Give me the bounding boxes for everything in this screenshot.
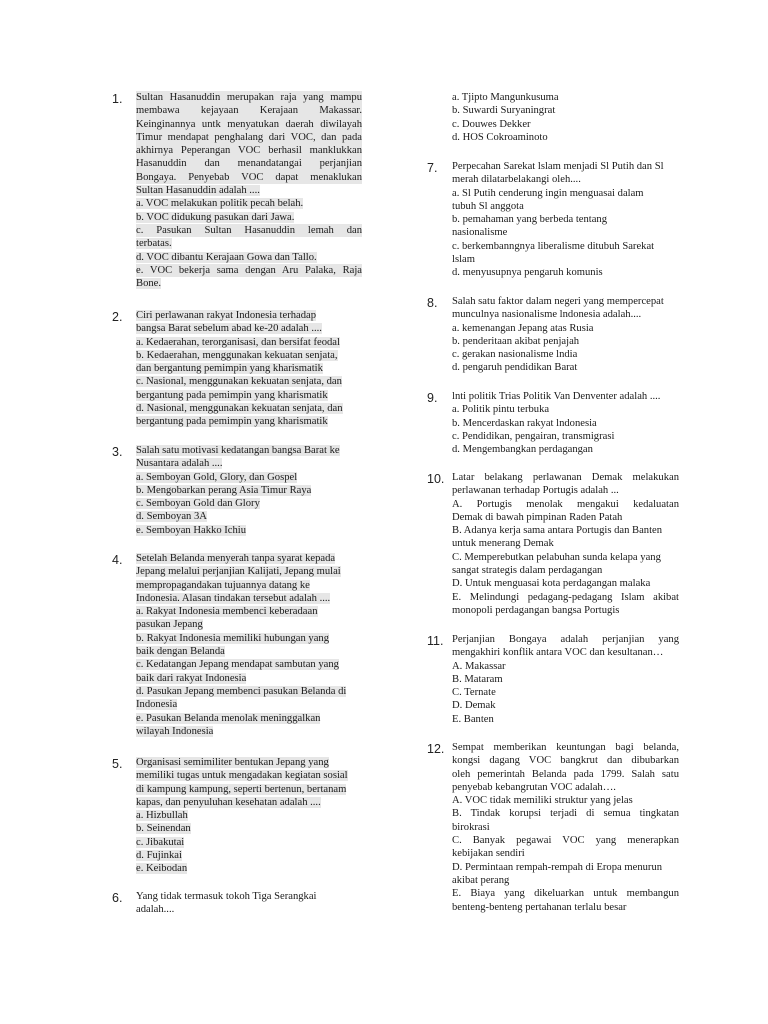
text-line: Bongaya. Penyebab VOC dapat menaklukan: [136, 171, 362, 183]
text-line: [136, 389, 362, 402]
text-line-content: a. Tjipto Mangunkusuma: [452, 92, 559, 103]
text-line-content: a. Rakyat Indonesia membenci keberadaan: [136, 606, 318, 618]
text-line-content: Salah satu faktor dalam negeri yang mempercepat: [452, 296, 664, 307]
text-line: [136, 197, 362, 210]
text-line-content: a. VOC melakukan politik pecah belah.: [136, 198, 304, 210]
text-line-content: b. Mencerdaskan rakyat lndonesia: [452, 417, 597, 429]
text-line: [136, 890, 362, 903]
text-line: [452, 266, 679, 279]
text-line-content: di kampung kampung, seperti bertenun, bertanam: [136, 783, 347, 795]
text-line: [452, 443, 679, 456]
text-line: [136, 769, 362, 782]
text-line: Hasanuddin dan menandatangai perjanjian: [136, 158, 362, 170]
text-line-content: e. Pasukan Belanda menolak meninggalkan: [136, 712, 321, 724]
question-text: [136, 552, 362, 738]
text-line: Timur mendapat penghalang dari VOC, dan pada: [136, 131, 362, 143]
text-line-content: c. Kedatangan Jepang mendapat sambutan yang: [136, 659, 339, 671]
text-line-content: Demak di bawah pimpinan Raden Patah: [452, 511, 623, 523]
question-text: [452, 633, 679, 726]
text-line-content: Yang tidak termasuk tokoh Tiga Serangkai: [136, 891, 317, 902]
text-line: membawa kejayaan Kerajaan Makassar.: [136, 105, 362, 117]
text-line: oleh pemerintah Belanda pada 1799. Salah satu: [452, 768, 679, 780]
text-line: [136, 415, 362, 428]
text-line: [136, 836, 362, 849]
text-line: [136, 645, 362, 658]
text-line: [136, 822, 362, 835]
text-line-content: Sultan Hasanuddin adalah ....: [136, 185, 260, 197]
text-line-content: d. Fujinkai: [136, 850, 182, 862]
text-line-content: untuk menerang Demak: [452, 538, 554, 550]
text-line: [136, 756, 362, 769]
question-number: 10.: [427, 472, 445, 486]
text-line-content: Nusantara adalah ....: [136, 458, 223, 470]
text-line-content: penyebab kebangrutan VOC adalah….: [452, 781, 616, 793]
text-line-content: c. Jibakutai: [136, 836, 185, 848]
text-line-content: merah dilatarbelakangi oleh....: [452, 174, 581, 186]
text-line-content: Salah satu motivasi kedatangan bangsa Barat ke: [136, 445, 340, 456]
text-line-content: tubuh Sl anggota: [452, 200, 524, 212]
text-line: [136, 783, 362, 796]
text-line: Latar belakang perlawanan Demak melakukan: [452, 472, 679, 483]
text-line-content: C. Ternate: [452, 687, 496, 699]
text-line: [136, 632, 362, 645]
text-line-content: a. kemenangan Jepang atas Rusia: [452, 322, 594, 334]
text-line-content: bergantung pada pemimpin yang kharismatik: [136, 389, 328, 401]
text-line-content: e. Semboyan Hakko Ichiu: [136, 524, 247, 536]
text-line: [452, 564, 679, 577]
question-item: [112, 444, 362, 537]
text-line: E. Melindungi pedagang-pedagang Islam akibat: [452, 591, 679, 603]
text-line: [452, 794, 679, 807]
text-line: c. Pasukan Sultan Hasanuddin lemah dan: [136, 224, 362, 236]
text-line: [136, 277, 362, 290]
question-text: [452, 390, 679, 456]
text-line: [136, 362, 362, 375]
text-line-content: lnti politik Trias Politik Van Denventer adalah ....: [452, 391, 661, 402]
text-line-content: d. Semboyan 3A: [136, 511, 207, 523]
text-line-content: d. Pasukan Jepang membenci pasukan Belanda di: [136, 685, 347, 697]
question-item: [112, 756, 362, 876]
text-line: [136, 524, 362, 537]
text-line-content: birokrasi: [452, 821, 490, 833]
text-line-content: d. menyusupnya pengaruh komunis: [452, 267, 603, 279]
question-item: [112, 91, 362, 290]
text-line: [136, 211, 362, 224]
text-line: [136, 618, 362, 631]
question-number: 2.: [112, 310, 123, 324]
text-line: [452, 861, 679, 874]
question-number: 6.: [112, 891, 123, 905]
text-line-content: a. Kedaerahan, terorganisasi, dan bersifat feodal: [136, 336, 340, 348]
question-text: [452, 741, 679, 914]
text-line-content: b. Rakyat Indonesia memiliki hubungan yang: [136, 632, 330, 644]
text-line-content: E. Banten: [452, 713, 494, 725]
question-text: [136, 309, 362, 429]
text-line: [452, 847, 679, 860]
question-item: [427, 91, 679, 144]
text-line: [136, 510, 362, 523]
text-line-content: Perpecahan Sarekat lslam menjadi Sl Putih dan Sl: [452, 161, 664, 172]
text-line: [452, 173, 679, 186]
text-line: [452, 417, 679, 430]
text-line-content: d. HOS Cokroaminoto: [452, 131, 548, 143]
text-line-content: d. Nasional, menggunakan kekuatan senjata, dan: [136, 403, 343, 415]
question-item: [427, 160, 679, 280]
text-line: [452, 361, 679, 374]
text-line: [452, 403, 679, 416]
text-line: [136, 237, 362, 250]
question-text: [136, 444, 362, 537]
text-line: [452, 308, 679, 321]
text-line: Keinginannya untk menyatukan daerah diwilayah: [136, 118, 362, 130]
question-item: [112, 552, 362, 738]
text-line: [452, 781, 679, 794]
text-line: [452, 118, 679, 131]
text-line-content: b. Kedaerahan, menggunakan kekuatan senjata,: [136, 349, 338, 361]
text-line-content: lslam: [452, 254, 475, 266]
question-text: [452, 295, 679, 375]
text-line-content: d. VOC dibantu Kerajaan Gowa dan Tallo.: [136, 251, 317, 263]
text-line-content: kebijakan sendiri: [452, 848, 525, 860]
question-number: 11.: [427, 634, 444, 648]
question-text: [136, 890, 362, 917]
text-line-content: a. Semboyan Gold, Glory, dan Gospel: [136, 471, 298, 483]
text-line: [452, 200, 679, 213]
text-line: [452, 91, 679, 104]
text-line-content: B. Mataram: [452, 673, 503, 685]
text-line: [136, 903, 362, 916]
text-line: [452, 253, 679, 266]
text-line-content: dan bergantung pemimpin yang kharismatik: [136, 363, 323, 375]
text-line: [452, 104, 679, 117]
text-line: [136, 444, 362, 457]
text-line-content: bergantung pada pemimpin yang kharismatik: [136, 416, 328, 428]
text-line: [452, 240, 679, 253]
text-line: [136, 698, 362, 711]
text-line: [452, 686, 679, 699]
text-line: [136, 184, 362, 197]
text-line-content: Bone.: [136, 278, 162, 290]
question-number: 1.: [112, 92, 123, 106]
question-number: 4.: [112, 553, 123, 567]
text-line-content: c. Douwes Dekker: [452, 118, 531, 130]
text-line-content: munculnya nasionalisme lndonesia adalah....: [452, 309, 642, 321]
question-item: [112, 890, 362, 917]
text-line-content: Organisasi semimiliter bentukan Jepang yang: [136, 757, 329, 768]
text-line: [136, 658, 362, 671]
text-line-content: b. Suwardi Suryaningrat: [452, 105, 556, 117]
text-line: [136, 349, 362, 362]
text-line-content: pasukan Jepang: [136, 619, 203, 631]
text-line-content: adalah....: [136, 904, 175, 916]
text-line: Perjanjian Bongaya adalah perjanjian yang: [452, 634, 679, 645]
question-item: [427, 741, 679, 914]
text-line-content: mengakhiri konflik antara VOC dan kesultanan…: [452, 647, 664, 659]
text-line: E. Biaya yang dikeluarkan untuk membangun: [452, 888, 679, 900]
text-line: [452, 901, 679, 914]
text-line-content: D. Untuk menguasai kota perdagangan malaka: [452, 578, 651, 590]
text-line: [136, 849, 362, 862]
text-line-content: baik dari rakyat Indonesia: [136, 672, 247, 684]
text-line: [452, 713, 679, 726]
text-line: A. Portugis menolak mengakui kedaluatan: [452, 498, 679, 510]
text-line: [136, 725, 362, 738]
text-line-content: Jepang melalui perjanjian Kalijati, Jepang mulai: [136, 566, 341, 578]
text-line-content: a. Politik pintu terbuka: [452, 404, 550, 416]
text-line: [452, 187, 679, 200]
text-line: Sultan Hasanuddin merupakan raja yang mampu: [136, 92, 362, 103]
text-line-content: akibat perang: [452, 874, 510, 886]
question-item: [427, 633, 679, 726]
text-line-content: e. Keibodan: [136, 863, 188, 875]
text-line: [136, 579, 362, 592]
text-line: [452, 699, 679, 712]
text-line: [136, 497, 362, 510]
text-line: [136, 484, 362, 497]
text-line: [452, 430, 679, 443]
text-line: [136, 592, 362, 605]
text-line-content: C. Memperebutkan pelabuhan sunda kelapa yang: [452, 551, 661, 563]
text-line: [452, 226, 679, 239]
text-line: C. Banyak pegawai VOC yang menerapkan: [452, 835, 679, 847]
question-item: [427, 471, 679, 617]
text-line: [136, 402, 362, 415]
text-line-content: a. Hizbullah: [136, 810, 188, 822]
text-line-content: b. Mengobarkan perang Asia Timur Raya: [136, 484, 312, 496]
text-line-content: b. VOC didukung pasukan dari Jawa.: [136, 211, 295, 223]
text-line-content: bangsa Barat sebelum abad ke-20 adalah ....: [136, 323, 322, 335]
text-line: [136, 565, 362, 578]
text-line: [452, 322, 679, 335]
text-line: [452, 524, 679, 537]
text-line: [452, 604, 679, 617]
text-line: [452, 646, 679, 659]
text-line-content: perlawanan terhadap Portugis adalah ...: [452, 485, 619, 497]
text-line: [452, 673, 679, 686]
text-line: [136, 375, 362, 388]
text-line-content: sangat strategis dalam perdagangan: [452, 565, 603, 577]
text-line: e. VOC bekerja sama dengan Aru Palaka, Raja: [136, 264, 362, 276]
text-line: [452, 160, 679, 173]
text-line: Sempat memberikan keuntungan bagi belanda,: [452, 742, 679, 753]
question-item: [427, 295, 679, 375]
text-line: [136, 862, 362, 875]
text-line: [452, 348, 679, 361]
text-line-content: b. penderitaan akibat penjajah: [452, 335, 580, 347]
text-line: [452, 335, 679, 348]
text-line: [452, 821, 679, 834]
text-line-content: c. Pendidikan, pengairan, transmigrasi: [452, 430, 615, 442]
text-line-content: c. Semboyan Gold dan Glory: [136, 498, 260, 510]
text-line-content: c. Nasional, menggunakan kekuatan senjata, dan: [136, 376, 342, 388]
text-line: [452, 551, 679, 564]
text-line-content: d. pengaruh pendidikan Barat: [452, 362, 578, 374]
question-text: [136, 756, 362, 876]
text-line: [136, 712, 362, 725]
text-line: [452, 537, 679, 550]
text-line: [136, 672, 362, 685]
text-line-content: d. Mengembangkan perdagangan: [452, 444, 593, 456]
question-number: 9.: [427, 391, 438, 405]
text-line: [136, 336, 362, 349]
text-line: [452, 874, 679, 887]
text-line: [136, 552, 362, 565]
question-number: 7.: [427, 161, 438, 175]
text-line-content: B. Adanya kerja sama antara Portugis dan Banten: [452, 525, 663, 537]
text-line-content: wilayah Indonesia: [136, 725, 214, 737]
question-number: 8.: [427, 296, 438, 310]
question-text: [452, 471, 679, 617]
text-line: [452, 660, 679, 673]
text-line-content: c. berkembanngnya liberalisme ditubuh Sarekat: [452, 240, 655, 252]
text-line-content: D. Demak: [452, 700, 496, 712]
text-line-content: c. gerakan nasionalisme lndia: [452, 349, 578, 361]
text-line-content: memiliki tugas untuk mengadakan kegiatan sosial: [136, 770, 348, 782]
question-item: [112, 309, 362, 429]
text-line: [452, 390, 679, 403]
text-line-content: A. Makassar: [452, 660, 506, 672]
question-item: [427, 390, 679, 456]
text-line-content: benteng-benteng pertahanan terlalu besar: [452, 901, 627, 913]
text-line: B. Tindak korupsi terjadi di semua tingkatan: [452, 808, 679, 820]
question-number: 5.: [112, 757, 123, 771]
text-line-content: Setelah Belanda menyerah tanpa syarat kepada: [136, 553, 336, 564]
text-line: [136, 251, 362, 264]
text-line: [136, 457, 362, 470]
question-number: 3.: [112, 445, 123, 459]
text-line: [136, 471, 362, 484]
text-line-content: A. VOC tidak memiliki struktur yang jelas: [452, 795, 633, 807]
text-line: [136, 309, 362, 322]
text-line: [452, 577, 679, 590]
text-line-content: a. Sl Putih cenderung ingin menguasai dalam: [452, 187, 644, 199]
text-line-content: nasionalisme: [452, 227, 508, 239]
text-line-content: monopoli perdagangan bangsa Portugis: [452, 604, 620, 616]
text-line-content: Indonesia: [136, 699, 178, 711]
question-text: [136, 91, 362, 290]
text-line: [136, 322, 362, 335]
text-line: [452, 213, 679, 226]
text-line: [136, 605, 362, 618]
text-line: [136, 796, 362, 809]
text-line-content: Indonesia. Alasan tindakan tersebut adalah ....: [136, 592, 331, 604]
text-line: kongsi dagang VOC bangkrut dan dibubarkan: [452, 755, 679, 767]
text-line: akhirnya Peperangan VOC berhasil manklukkan: [136, 145, 362, 157]
question-text: [452, 160, 679, 280]
text-line: [452, 484, 679, 497]
text-line: [136, 809, 362, 822]
question-number: 12.: [427, 742, 445, 756]
text-line-content: baik dengan Belanda: [136, 646, 225, 658]
text-line-content: terbatas.: [136, 238, 172, 250]
text-line: [452, 131, 679, 144]
text-line: [452, 511, 679, 524]
text-line-content: D. Permintaan rempah-rempah di Eropa menurun: [452, 861, 663, 873]
text-line: [136, 685, 362, 698]
text-line-content: b. Seinendan: [136, 823, 191, 835]
question-text: [452, 91, 679, 144]
text-line-content: kapas, dan penyuluhan kesehatan adalah ....: [136, 796, 321, 808]
text-line-content: mempropagandakan tujuannya datang ke: [136, 579, 310, 591]
text-line: [452, 295, 679, 308]
text-line-content: b. pemahaman yang berbeda tentang: [452, 214, 608, 226]
text-line-content: Ciri perlawanan rakyat Indonesia terhadap: [136, 310, 317, 321]
